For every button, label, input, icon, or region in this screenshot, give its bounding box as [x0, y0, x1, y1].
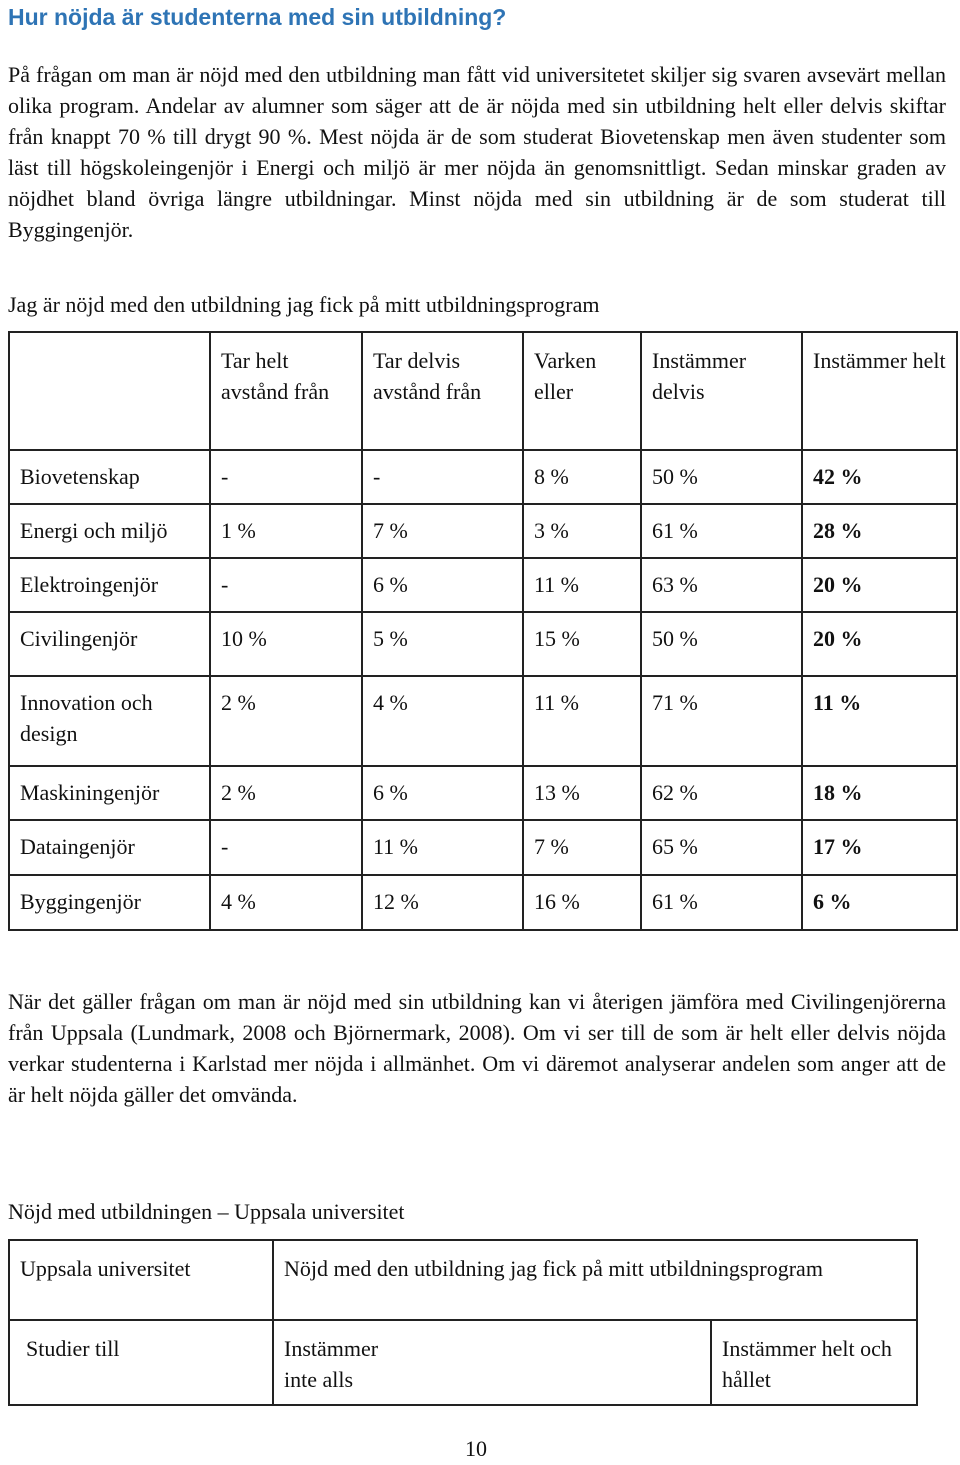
table-cell: -	[362, 450, 523, 504]
table-cell: 8 %	[523, 450, 641, 504]
column-header: Instämmer delvis	[641, 332, 802, 450]
table-cell: 2 %	[210, 766, 362, 820]
table-cell: 62 %	[641, 766, 802, 820]
table-cell: Instämmer inte alls	[273, 1320, 711, 1405]
table-row	[9, 766, 957, 820]
table-cell: -	[210, 558, 362, 612]
table-cell: 17 %	[802, 820, 957, 875]
table-cell: 20 %	[802, 612, 957, 676]
table-cell: 65 %	[641, 820, 802, 875]
table-cell: 6 %	[362, 558, 523, 612]
table-row	[9, 450, 957, 504]
column-header: Tar delvis avstånd från	[362, 332, 523, 450]
row-label: Elektroingenjör	[9, 558, 210, 612]
table-cell: 11 %	[802, 676, 957, 766]
comparison-paragraph: När det gäller frågan om man är nöjd med sin utbildning kan vi återigen jämföra med Civilingenjörerna från Uppsala (Lundmark, 2008 och Björnermark, 2008). Om vi ser till de som är helt eller delvis nöjda verkar studenterna i Karlstad mer nöjda i allmänhet. Om vi däremot analyserar andelen som anger att de är helt nöjda gäller det omvända.	[8, 989, 946, 1107]
row-label: Biovetenskap	[9, 450, 210, 504]
table-cell: -	[210, 820, 362, 875]
table-cell: 11 %	[523, 558, 641, 612]
column-header: Varken eller	[523, 332, 641, 450]
table-cell: 4 %	[362, 676, 523, 766]
table-cell: Instämmer helt och hållet	[711, 1320, 917, 1405]
table-cell: 50 %	[641, 612, 802, 676]
table-row	[9, 612, 957, 676]
table-cell: Studier till	[9, 1320, 273, 1405]
row-label: Dataingenjör	[9, 820, 210, 875]
table-cell: Nöjd med den utbildning jag fick på mitt utbildningsprogram	[273, 1240, 917, 1320]
table-cell: 7 %	[523, 820, 641, 875]
row-label: Byggingenjör	[9, 875, 210, 930]
column-header: Tar helt avstånd från	[210, 332, 362, 450]
table-cell: 3 %	[523, 504, 641, 558]
table-cell: 18 %	[802, 766, 957, 820]
table-cell: 11 %	[362, 820, 523, 875]
table-cell: 6 %	[362, 766, 523, 820]
table-cell: 12 %	[362, 875, 523, 930]
table-cell: 6 %	[802, 875, 957, 930]
section-heading: Hur nöjda är studenterna med sin utbildning?	[8, 4, 507, 30]
table-cell: Uppsala universitet	[9, 1240, 273, 1320]
table-cell: 4 %	[210, 875, 362, 930]
page-number: 10	[465, 1436, 487, 1461]
table-cell: 15 %	[523, 612, 641, 676]
table-cell: 11 %	[523, 676, 641, 766]
table-cell: 61 %	[641, 875, 802, 930]
satisfaction-table	[8, 331, 958, 931]
table-cell: 42 %	[802, 450, 957, 504]
table-cell: 28 %	[802, 504, 957, 558]
column-header: Instämmer helt	[802, 332, 957, 450]
table-header-row	[9, 332, 957, 450]
table-cell: 5 %	[362, 612, 523, 676]
table-row	[9, 676, 957, 766]
uppsala-table	[8, 1239, 918, 1406]
table2-caption: Nöjd med utbildningen – Uppsala universitet	[8, 1199, 405, 1224]
table-cell: 63 %	[641, 558, 802, 612]
row-label: Civilingenjör	[9, 612, 210, 676]
table-cell: 7 %	[362, 504, 523, 558]
intro-paragraph: På frågan om man är nöjd med den utbildning man fått vid universitetet skiljer sig svaren avsevärt mellan olika program. Andelar av alumner som säger att de är nöjda med sin utbildning helt eller delvis skiftar från knappt 70 % till drygt 90 %. Mest nöjda är de som studerat Biovetenskap men även studenter som läst till högskoleingenjör i Energi och miljö är mer nöjda än genomsnittligt. Sedan minskar graden av nöjdhet bland övriga längre utbildningar. Minst nöjda med sin utbildning är de som studerat till Byggingenjör.	[8, 62, 946, 242]
table-row	[9, 1320, 917, 1405]
table-cell: 13 %	[523, 766, 641, 820]
table-cell: 50 %	[641, 450, 802, 504]
table-row	[9, 1240, 917, 1320]
table-cell: 16 %	[523, 875, 641, 930]
table-row	[9, 504, 957, 558]
table-row	[9, 875, 957, 930]
table-cell: 71 %	[641, 676, 802, 766]
table-cell: 20 %	[802, 558, 957, 612]
table1-caption: Jag är nöjd med den utbildning jag fick på mitt utbildningsprogram	[8, 292, 600, 317]
table-cell: 1 %	[210, 504, 362, 558]
table-row	[9, 558, 957, 612]
table-cell: 61 %	[641, 504, 802, 558]
table-cell: 2 %	[210, 676, 362, 766]
table-cell: -	[210, 450, 362, 504]
table-row	[9, 820, 957, 875]
row-label: Maskiningenjör	[9, 766, 210, 820]
row-label: Innovation och design	[9, 676, 210, 766]
column-header	[9, 332, 210, 450]
table-cell: 10 %	[210, 612, 362, 676]
row-label: Energi och miljö	[9, 504, 210, 558]
